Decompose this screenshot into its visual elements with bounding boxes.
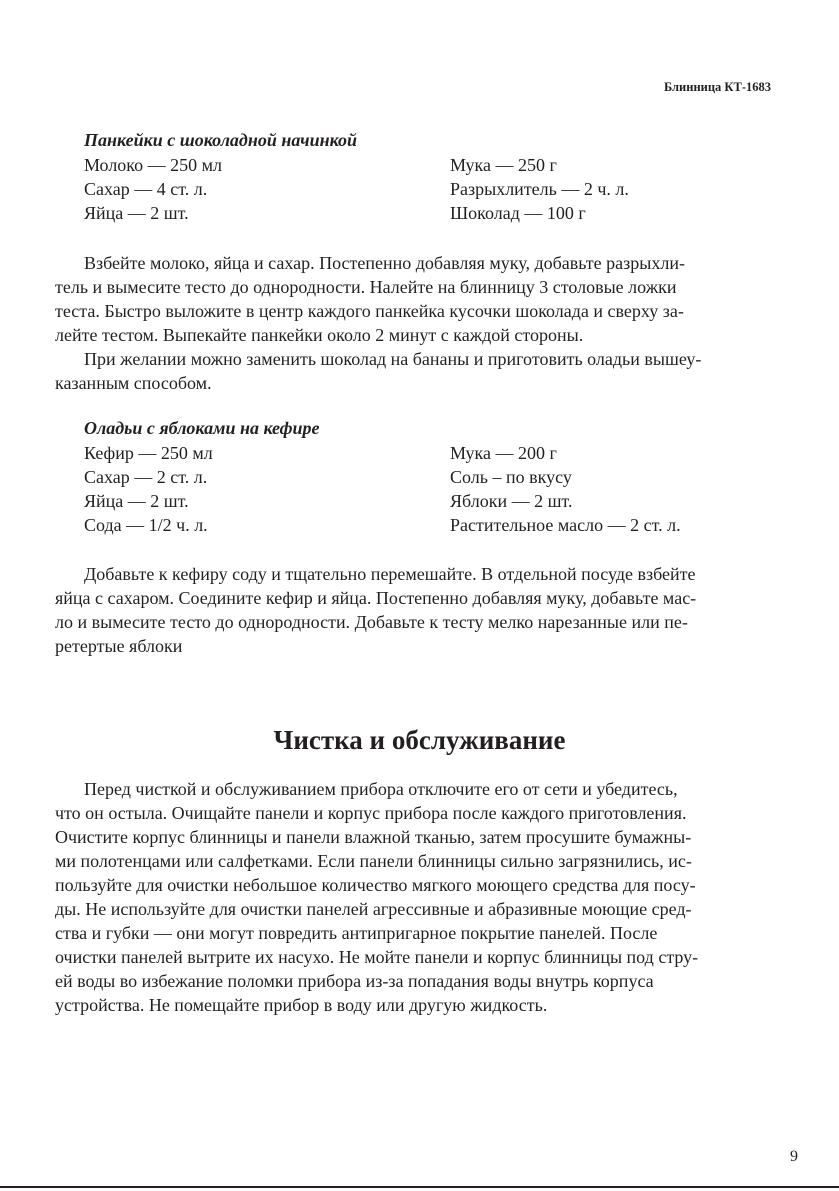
text-line: При желании можно заменить шоколад на бананы и приготовить оладьи вышеу- xyxy=(84,349,702,369)
header-title: Блинница КТ-1683 xyxy=(663,80,771,94)
ingredient-right: Мука — 250 г xyxy=(450,155,557,175)
text-line: казанным способом. xyxy=(55,373,212,393)
text-line: устройства. Не помещайте прибор в воду или другую жидкость. xyxy=(55,995,548,1015)
ingredient-row xyxy=(84,201,784,225)
ingredient-right: Мука — 200 г xyxy=(450,443,557,463)
ingredient-right: Растительное масло — 2 ст. л. xyxy=(450,515,681,535)
ingredient-row xyxy=(84,177,784,201)
text-line: ды. Не используйте для очистки панелей агрессивные и абразивные моющие сред- xyxy=(55,899,692,919)
text-line: Перед чисткой и обслуживанием прибора отключите его от сети и убедитесь, xyxy=(84,779,678,799)
text-line: ми полотенцами или салфетками. Если панели блинницы сильно загрязнились, ис- xyxy=(55,851,692,871)
page-number: 9 xyxy=(790,1148,798,1165)
ingredient-left: Молоко — 250 мл xyxy=(84,155,223,175)
ingredient-right: Яблоки — 2 шт. xyxy=(450,491,573,511)
ingredient-left: Яйца — 2 шт. xyxy=(84,491,189,511)
text-line: Очистите корпус блинницы и панели влажной тканью, затем просушите бумажны- xyxy=(55,827,692,847)
ingredient-left: Кефир — 250 мл xyxy=(84,443,213,463)
text-line: Добавьте к кефиру соду и тщательно перемешайте. В отдельной посуде взбейте xyxy=(84,564,696,584)
ingredient-row xyxy=(84,153,784,177)
text-line: лейте тестом. Выпекайте панкейки около 2 минут с каждой стороны. xyxy=(55,325,584,345)
text-line: что он остыла. Очищайте панели и корпус прибора после каждого приготовления. xyxy=(55,803,687,823)
recipe-title-pancakes: Панкейки с шоколадной начинкой xyxy=(84,130,358,150)
text-line: ей воды во избежание поломки прибора из-за попадания воды внутрь корпуса xyxy=(55,971,654,991)
ingredient-right: Разрыхлитель — 2 ч. л. xyxy=(450,179,629,199)
text-line: Взбейте молоко, яйца и сахар. Постепенно добавляя муку, добавьте разрыхли- xyxy=(84,253,685,273)
section-heading: Чистка и обслуживание xyxy=(273,725,566,755)
text-line: пользуйте для очистки небольшое количество мягкого моющего средства для посу- xyxy=(55,875,696,895)
text-line: теста. Быстро выложите в центр каждого панкейка кусочки шоколада и сверху за- xyxy=(55,301,684,321)
text-line: ло и вымесите тесто до однородности. Добавьте к тесту мелко нарезанные или пе- xyxy=(55,612,688,632)
ingredient-right: Соль – по вкусу xyxy=(450,467,572,487)
recipe-paragraph xyxy=(55,562,771,658)
ingredient-row xyxy=(84,489,784,513)
recipe-paragraph xyxy=(55,251,771,395)
bottom-rule xyxy=(0,1186,839,1188)
cleaning-paragraph xyxy=(55,777,771,1017)
recipe-title-fritters: Оладьи с яблоками на кефире xyxy=(84,418,320,438)
text-line: ретертые яблоки xyxy=(55,636,183,656)
ingredient-left: Сахар — 4 ст. л. xyxy=(84,179,208,199)
ingredient-row xyxy=(84,465,784,489)
ingredient-right: Шоколад — 100 г xyxy=(450,203,586,223)
text-line: тель и вымесите тесто до однородности. Налейте на блинницу 3 столовые ложки xyxy=(55,277,677,297)
ingredient-row xyxy=(84,441,784,465)
ingredient-left: Сахар — 2 ст. л. xyxy=(84,467,208,487)
ingredient-row xyxy=(84,513,784,537)
text-line: ства и губки — они могут повредить антипригарное покрытие панелей. После xyxy=(55,923,658,943)
text-line: очистки панелей вытрите их насухо. Не мойте панели и корпус блинницы под стру- xyxy=(55,947,699,967)
ingredient-left: Сода — 1/2 ч. л. xyxy=(84,515,208,535)
ingredient-left: Яйца — 2 шт. xyxy=(84,203,189,223)
text-line: яйца с сахаром. Соедините кефир и яйца. Постепенно добавляя муку, добавьте мас- xyxy=(55,588,697,608)
